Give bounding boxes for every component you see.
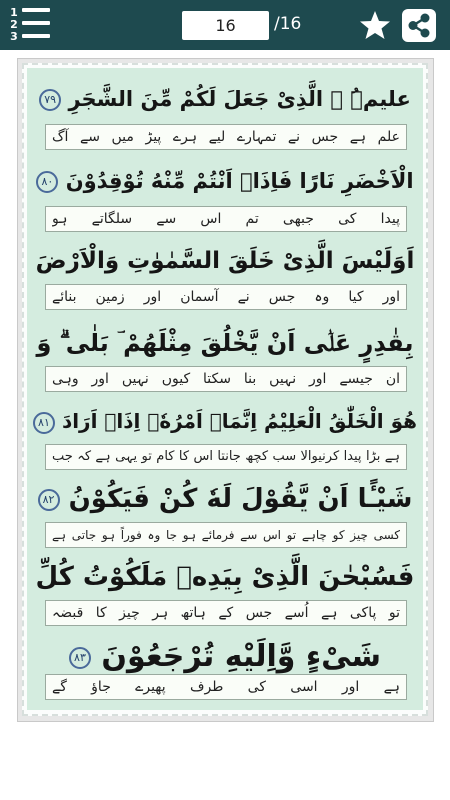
translation-text: ان جیسے اور نہیں بنا سکتا کیوں نہیں اور وہی <box>52 371 400 387</box>
ayah-number-marker: ۷۹ <box>39 89 61 111</box>
arabic-line: شَیْـًٔا اَنْ یَّقُوْلَ لَهٗ كُنْ فَیَكُوْنُ <box>68 484 413 514</box>
page-number-input[interactable] <box>182 11 269 40</box>
arabic-line: اَوَلَیْسَ الَّذِیْ خَلَقَ السَّمٰوٰتِ وَالْاَرْضَ <box>35 248 415 274</box>
arabic-line: فَسُبْحٰنَ الَّذِیْ بِیَدِهٖ مَلَكُوْتُ كُلِّ <box>35 562 415 592</box>
favorite-button[interactable] <box>359 9 391 41</box>
arabic-line: عليمُۨ ۙ الَّذِیْ جَعَلَ لَكُمْ مِّنَ الشَّجَرِ <box>68 87 411 111</box>
translation-text: تو پاکی ہے اُسے جس کے ہاتھ ہر چیز کا قبضہ <box>52 605 400 621</box>
menu-bar-icon <box>22 34 50 38</box>
share-icon <box>402 9 436 42</box>
translation-box <box>45 366 407 392</box>
translation-box <box>45 284 407 310</box>
translation-text: ہے بڑا پیدا کرنیوالا سب کچھ جانتا اس کا کام تو یہی ہے کہ جب <box>52 449 400 464</box>
menu-number-2: 2 <box>10 18 18 31</box>
quran-page[interactable] <box>27 68 423 710</box>
menu-bar-icon <box>22 21 50 25</box>
verse-line <box>27 234 423 288</box>
verse-line <box>27 550 423 604</box>
top-toolbar <box>0 0 450 50</box>
menu-number-3: 3 <box>10 30 18 43</box>
translation-text: کسی چیز کو چاہے تو اس سے فرمائے ہو جا وہ فوراً ہو جاتی ہے <box>52 528 400 542</box>
translation-text: پیدا کی جبھی تم اس سے سلگاتے ہو <box>52 211 400 227</box>
arabic-text <box>33 550 417 604</box>
menu-number-1: 1 <box>10 6 18 19</box>
translation-box <box>45 522 407 548</box>
ayah-number-marker: ۸۰ <box>36 171 58 193</box>
ayah-number-marker: ۸۱ <box>33 412 55 434</box>
share-button[interactable] <box>402 9 436 42</box>
menu-numbers <box>7 7 21 43</box>
arabic-text <box>33 154 417 208</box>
arabic-text <box>33 472 417 526</box>
translation-text: اور کیا وہ جس نے آسمان اور زمین بنائے <box>52 289 400 305</box>
arabic-text <box>33 234 417 288</box>
translation-text: ہے اور اسی کی طرف پھیرے جاؤ گے <box>52 679 400 695</box>
translation-box <box>45 600 407 626</box>
translation-box <box>45 124 407 150</box>
arabic-text <box>33 72 417 126</box>
translation-box <box>45 444 407 470</box>
arabic-line: شَیْءٍ وَّاِلَیْهِ تُرْجَعُوْنَ <box>101 639 382 674</box>
arabic-line: هُوَ الْخَلّٰقُ الْعَلِیْمُ اِنَّمَاۤ اَمْرُهٗۤ اِذَاۤ اَرَادَ <box>61 409 417 433</box>
verse-line <box>27 72 423 126</box>
arabic-line: بِقٰدِرٍ عَلٰۤى اَنْ یَّخْلُقَ مِثْلَهُمْ ؔ بَلٰى ۗ وَ <box>36 329 414 357</box>
menu-bar-icon <box>22 8 50 12</box>
arabic-text <box>33 316 417 370</box>
translation-text: علم ہے جس نے تمہارے لیے ہرے پیڑ میں سے آگ <box>52 129 400 145</box>
ayah-number-marker: ۸۳ <box>69 647 91 669</box>
verse-line <box>27 316 423 370</box>
total-pages-label: /16 <box>274 14 302 34</box>
arabic-line: الْاَخْضَرِ نَارًا فَاِذَاۤ اَنْتُمْ مِّنْهُ تُوْقِدُوْنَ <box>65 169 414 193</box>
verse-line <box>27 472 423 526</box>
translation-box <box>45 206 407 232</box>
translation-box <box>45 674 407 700</box>
star-icon <box>359 9 391 41</box>
verse-line <box>27 394 423 448</box>
ayah-number-marker: ۸۲ <box>38 489 60 511</box>
index-menu-button[interactable] <box>2 5 52 45</box>
arabic-text <box>33 394 417 448</box>
verse-line <box>27 154 423 208</box>
